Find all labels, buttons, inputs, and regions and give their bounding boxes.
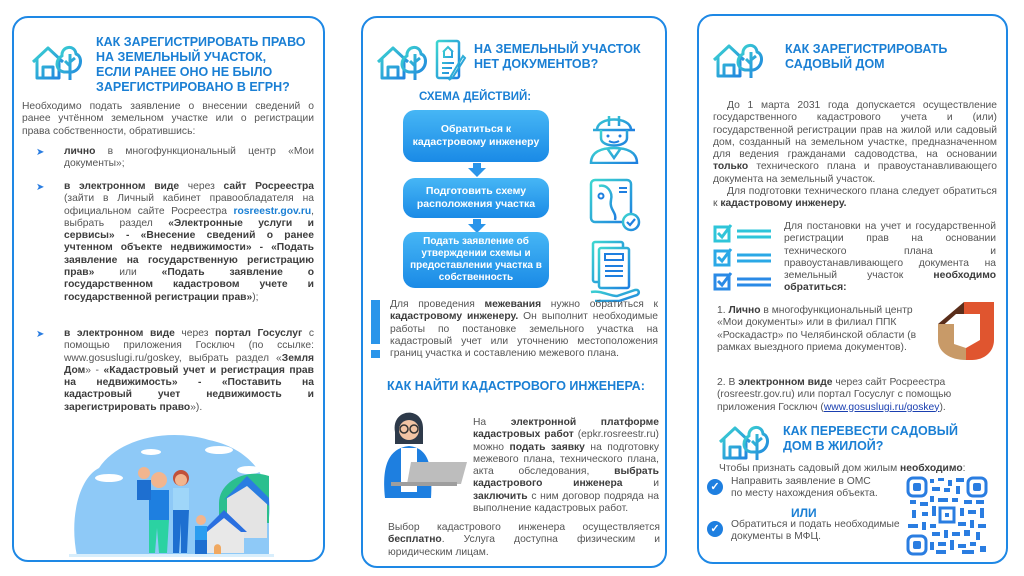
panel1-item1 <box>64 146 314 171</box>
text: на подготовку межевого плана, технического плана, акта обследования, <box>473 441 659 478</box>
find-engineer-text <box>473 417 659 515</box>
panel1-title-line: КАК ЗАРЕГИСТРИРОВАТЬ ПРАВО <box>96 35 306 49</box>
check-circle-icon: ✓ <box>707 479 723 495</box>
mfc-logo <box>936 300 996 362</box>
text: . Услуга доступна физическим и юридическим лицам. <box>388 534 660 558</box>
bold-text: необходимо обратиться: <box>784 270 996 294</box>
text: в многофункциональный центр «Мои документы»; <box>64 146 314 170</box>
engineer-icon <box>587 108 641 164</box>
arrow-down-icon <box>468 168 486 177</box>
panel1-title-line: ЕСЛИ РАНЕЕ ОНО НЕ БЫЛО <box>96 65 273 79</box>
convert-option-2: Обратиться и подать необходимые документы в МФЦ. <box>731 519 900 543</box>
bold-text: бесплатно <box>388 534 442 546</box>
text: технического плана и правоустанавливающего документа на земельный участок. <box>713 161 997 185</box>
house-tree-icon <box>30 40 84 82</box>
or-label: ИЛИ <box>791 506 817 520</box>
step-3-box: Подать заявление об утверждении схемы и предоставлении участка в собственность <box>403 232 549 288</box>
convert-intro <box>719 463 1003 475</box>
garden-house-p2 <box>713 186 997 211</box>
bold-text: портал Госуслуг <box>214 328 303 339</box>
find-engineer-title: КАК НАЙТИ КАДАСТРОВОГО ИНЖЕНЕРА: <box>387 379 645 393</box>
document-pen-icon <box>435 38 467 82</box>
bold-text: электронной платформе кадастровых работ <box>473 417 660 441</box>
qr-code[interactable] <box>906 476 988 556</box>
convert-option-1: Направить заявление в ОМС по месту нахождения объекта. <box>731 476 878 500</box>
text: (зайти в Личный кабинет правообладателя на официальном сайте Росреестра <box>64 193 314 217</box>
woman-laptop-illustration <box>371 402 471 498</box>
free-service-text <box>388 522 660 559</box>
text: Он выполнит необходимые работы по постановке земельного участка на кадастровый учет или уточнению местоположения границ участка и составлению межевого плана. <box>390 311 658 360</box>
rosreestr-link[interactable]: rosreestr.gov.ru <box>233 205 312 217</box>
arrow-right-icon: ➤ <box>36 182 45 193</box>
text: » - <box>85 364 104 376</box>
check-circle-icon: ✓ <box>707 521 723 537</box>
text: ); <box>252 291 259 303</box>
map-plan-check-icon <box>587 176 641 232</box>
text: На <box>473 417 511 428</box>
text: через <box>179 181 224 192</box>
bold-text: кадастровому инженеру. <box>390 311 519 323</box>
text: Выбор кадастрового инженера осуществляется <box>388 522 660 533</box>
bold-text: подать заявку <box>509 441 585 453</box>
text: »). <box>190 401 203 413</box>
arrow-right-icon: ➤ <box>36 147 45 158</box>
step-2-box: Подготовить схему расположения участка <box>403 178 549 218</box>
documents-hand-icon <box>587 240 641 302</box>
panel-register-land-right <box>12 16 325 562</box>
goskey-link[interactable]: www.gosuslugi.ru/goskey <box>823 401 940 413</box>
bold-text: в электронном виде <box>64 181 180 192</box>
surveying-note <box>390 299 658 360</box>
text: нужно обратиться к <box>541 299 658 310</box>
bold-text: «Кадастровый учет и регистрация прав на недвижимость» - «Поставить на кадастровый учет недвижимость и зарегистрировать право <box>64 364 314 413</box>
bold-text: Земля Дом <box>64 352 314 376</box>
scheme-title: СХЕМА ДЕЙСТВИЙ: <box>419 91 532 103</box>
panel1-item3 <box>64 328 314 414</box>
text: Для постановки на учет и государственной регистрации прав на основании технического плана и правоустанавливающего документа на земельный участок <box>784 221 996 282</box>
subsection-title-line: ДОМ В ЖИЛОЙ? <box>783 439 884 453</box>
text: До 1 марта 2031 года допускается осуществление государственного кадастрового учета и (или) государственной регистрации прав на жилой или садовый дом, созданный на земельном участке, предназначенном для ведения гражданами садоводства, на основании <box>713 100 997 161</box>
family-house-illustration <box>69 428 289 560</box>
bold-text: сайт Росреестра <box>223 181 314 192</box>
arrow-right-icon: ➤ <box>36 329 45 340</box>
panel3-title-line: КАК ЗАРЕГИСТРИРОВАТЬ <box>785 42 948 56</box>
text: (epkr.rosreestr.ru) можно <box>473 429 659 453</box>
house-tree-icon <box>711 38 765 80</box>
text: в многофункциональный центр «Мои документы» или в филиал ППК «Роскадастр» по Челябинской области (в рамках выездного приема документов). <box>717 305 917 353</box>
bold-text: необходимо <box>900 463 963 474</box>
text: , выбрать раздел <box>64 205 314 229</box>
text: Чтобы признать садовый дом жилым <box>719 463 901 474</box>
garden-house-p3 <box>784 221 996 295</box>
bold-text: «Подать заявление о государственном кадастровом учете и государственной регистрации прав» <box>64 267 314 303</box>
text: Для подготовки технического плана следует обратиться к <box>713 186 997 210</box>
house-tree-icon <box>375 40 429 82</box>
house-tree-icon <box>717 420 771 462</box>
option-1-in-person <box>717 305 917 354</box>
subsection-title-line: КАК ПЕРЕВЕСТИ САДОВЫЙ <box>783 424 959 438</box>
option-2-online <box>717 377 1001 414</box>
bold-text: Лично <box>728 305 761 316</box>
exclamation-bar <box>371 300 380 344</box>
text: 2. В <box>717 377 739 388</box>
text: с ним договор подряда на выполнение кадастровых работ. <box>473 490 659 515</box>
bold-text: выбрать кадастрового инженера <box>473 466 659 490</box>
bold-text: только <box>713 161 749 173</box>
bold-text: заключить <box>473 490 528 502</box>
bold-text: в электронном виде <box>64 328 175 339</box>
panel1-title-line: НА ЗЕМЕЛЬНЫЙ УЧАСТОК, <box>96 50 267 64</box>
text: с помощью приложения Госключ (по ссылке: www.gosuslugi.ru/goskey, выбрать раздел « <box>64 328 314 364</box>
text: или <box>94 267 162 279</box>
text: через <box>174 328 215 339</box>
checklist-icon <box>713 221 777 291</box>
step-1-box: Обратиться к кадастровому инженеру <box>403 110 549 162</box>
bold-text: электронном виде <box>738 377 833 388</box>
panel2-title-line: НЕТ ДОКУМЕНТОВ? <box>474 57 599 71</box>
text: 1. <box>717 305 729 316</box>
text: Для проведения <box>390 299 485 310</box>
bold-text: межевания <box>484 299 542 310</box>
panel1-title-line: ЗАРЕГИСТРИРОВАНО В ЕГРН? <box>96 80 290 94</box>
text: ). <box>939 401 946 413</box>
text: через сайт Росреестра (rosreestr.gov.ru) или портал Госуслуг с помощью приложения Госключ ( <box>717 377 952 413</box>
exclamation-dot <box>371 350 380 358</box>
bold-text: лично <box>64 146 96 157</box>
panel1-item2 <box>64 181 314 304</box>
panel3-title-line: САДОВЫЙ ДОМ <box>785 57 885 71</box>
panel-no-documents <box>361 16 667 568</box>
text: и <box>622 478 659 490</box>
panel2-title-line: НА ЗЕМЕЛЬНЫЙ УЧАСТОК <box>474 42 641 56</box>
bold-text: кадастровому инженеру. <box>720 198 847 210</box>
text: : <box>962 463 966 474</box>
garden-house-p1 <box>713 100 997 186</box>
panel-garden-house <box>697 14 1008 564</box>
panel1-intro: Необходимо подать заявление о внесении сведений о ранее учтённом земельном участке или о регистрации права собственности, обратившись: <box>22 101 314 137</box>
bold-text: «Электронные услуги и сервисы» - «Внесение сведений о ранее учтенном объекте недвижимости» - «Подать заявление на государственную регистрацию прав» <box>64 217 314 279</box>
